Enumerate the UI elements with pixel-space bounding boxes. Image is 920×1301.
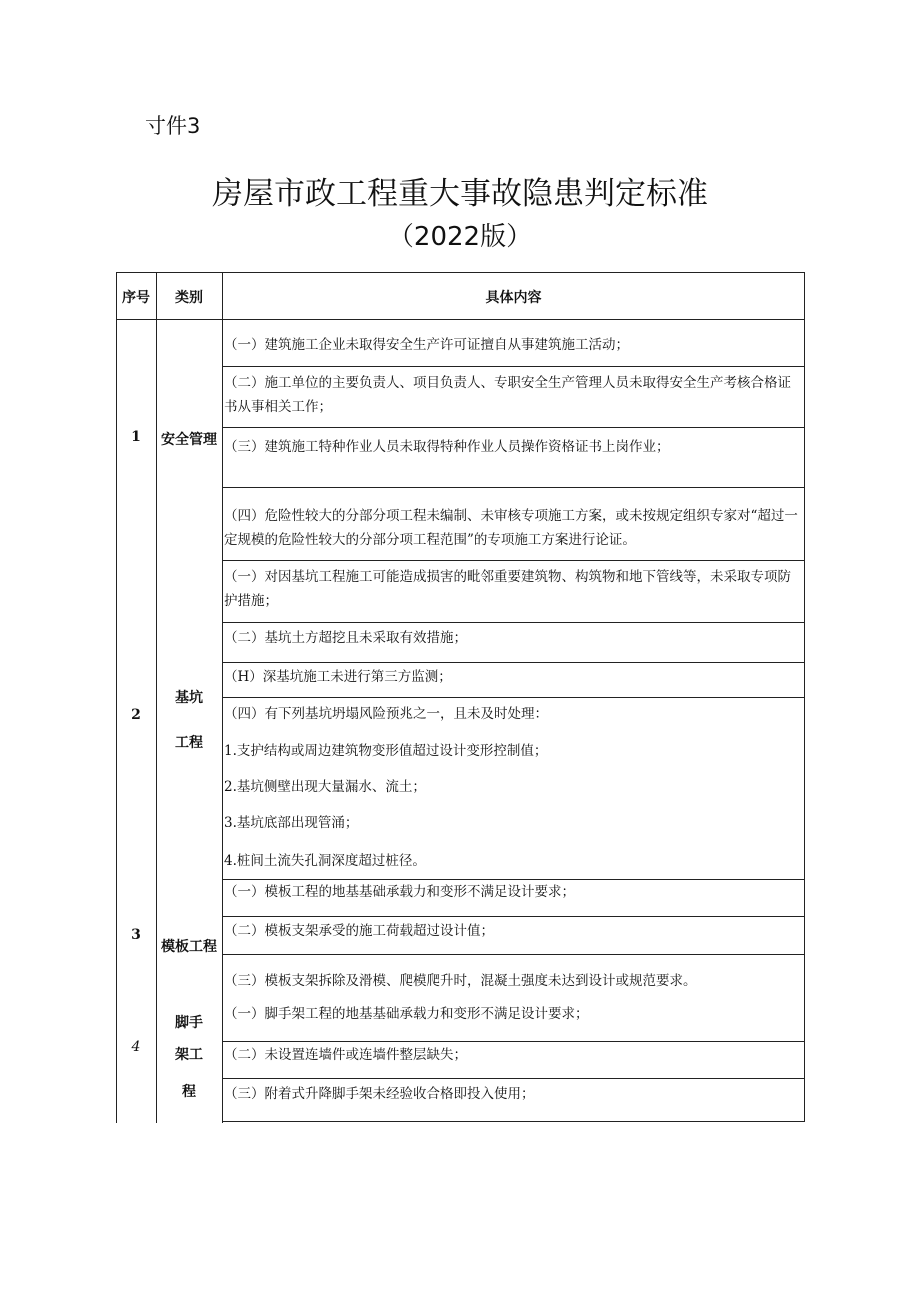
row-divider: [222, 622, 805, 623]
header-divider: [116, 319, 805, 320]
content-item: 4.桩间土流失孔洞深度超过桩径。: [224, 853, 426, 869]
header-no: 序号: [122, 290, 150, 306]
content-item: 3.基坑底部出现管涌；: [224, 815, 359, 831]
content-item: （一）对因基坑工程施工可能造成损害的毗邻重要建筑物、构筑物和地下管线等，未采取专项防护措施；: [224, 569, 791, 609]
category-label: 基坑: [175, 690, 203, 706]
content-item: 1.支护结构或周边建筑物变形值超过设计变形控制值；: [224, 743, 548, 759]
header-content: 具体内容: [485, 290, 542, 306]
category-label: 脚手: [175, 1015, 203, 1031]
row-number: 4: [131, 1039, 141, 1055]
content-item: （三）建筑施工特种作业人员未取得特种作业人员操作资格证书上岗作业；: [224, 439, 670, 455]
category-label: 架工: [175, 1047, 203, 1063]
content-item: （四）危险性较大的分部分项工程未编制、未审核专项施工方案，或未按规定组织专家对“超过一定规模的危险性较大的分部分项工程范围”的专项施工方案进行论证。: [224, 508, 798, 548]
content-item: （一）建筑施工企业未取得安全生产许可证擅自从事建筑施工活动；: [224, 337, 629, 353]
row-divider: [222, 366, 805, 367]
row-number: 2: [131, 707, 141, 723]
content-item: （三）模板支架拆除及滑模、爬模爬升时，混凝土强度未达到设计或规范要求。: [224, 973, 697, 989]
content-item: （二）未设置连墙件或连墙件整层缺失；: [224, 1047, 467, 1063]
row-divider: [222, 954, 805, 955]
row-divider: [222, 1041, 805, 1042]
table-border-top: [116, 272, 805, 273]
category-label: 工程: [175, 735, 203, 751]
row-divider: [222, 697, 805, 698]
row-divider: [222, 427, 805, 428]
page-subtitle: （2022版）: [387, 222, 533, 252]
content-item: （一）模板工程的地基基础承载力和变形不满足设计要求；: [224, 884, 575, 900]
content-item: （二）基坑土方超挖且未采取有效措施；: [224, 630, 467, 646]
row-number: 3: [131, 927, 141, 943]
content-item: （三）附着式升降脚手架未经验收合格即投入使用；: [224, 1086, 535, 1102]
row-divider: [222, 1078, 805, 1079]
row-divider: [222, 487, 805, 488]
category-label: 安全管理: [161, 432, 217, 448]
row-divider: [222, 560, 805, 561]
table-border-left: [116, 272, 117, 1123]
standards-table: [116, 272, 805, 1123]
content-item: （H）深基坑施工未进行第三方监测；: [224, 669, 452, 685]
page-title: 房屋市政工程重大事故隐患判定标准: [212, 176, 708, 212]
content-item: （四）有下列基坑坍塌风险预兆之一，且未及时处理：: [224, 706, 548, 722]
header-category: 类别: [175, 290, 203, 306]
content-item: （二）模板支架承受的施工荷载超过设计值；: [224, 923, 494, 939]
table-border-bottom: [222, 1121, 805, 1122]
row-divider: [222, 662, 805, 663]
content-item: （一）脚手架工程的地基基础承载力和变形不满足设计要求；: [224, 1006, 589, 1022]
attachment-label: 寸件3: [145, 114, 201, 138]
content-item: （二）施工单位的主要负责人、项目负责人、专职安全生产管理人员未取得安全生产考核合格证书从事相关工作；: [224, 375, 791, 415]
row-divider: [222, 916, 805, 917]
content-item: 2.基坑侧壁出现大量漏水、流土；: [224, 779, 426, 795]
category-label: 模板工程: [161, 939, 217, 955]
row-number: 1: [131, 429, 141, 445]
category-label: 程: [182, 1084, 196, 1100]
